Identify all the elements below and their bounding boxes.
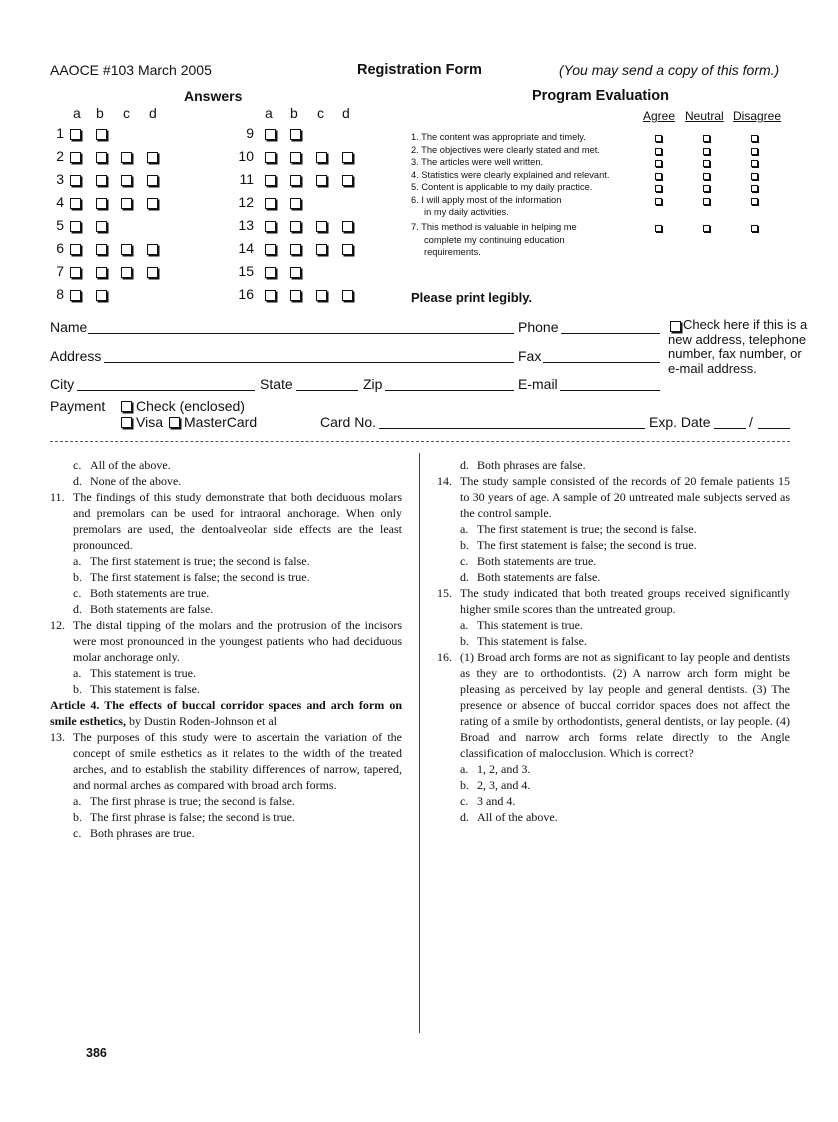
evaluation-item-text: 5. Content is applicable to my daily practice. [411,182,593,192]
option-text: 2, 3, and 4. [477,778,531,792]
answer-row-number: 1 [56,125,64,141]
answer-checkbox[interactable] [265,129,276,140]
answers-title: Answers [184,88,243,104]
answer-option [437,553,790,569]
answer-row-number: 9 [246,125,254,141]
answer-checkbox[interactable] [96,175,107,186]
payment-label: Payment [50,398,106,414]
question-number: 13. [50,730,65,744]
answer-checkbox[interactable] [265,221,276,232]
option-letter: b. [73,682,82,696]
answer-checkbox[interactable] [96,198,107,209]
option-text: Both statements are true. [477,554,597,568]
answer-letter-header: a [73,105,81,121]
program-evaluation-title: Program Evaluation [532,88,669,104]
left-column [50,457,402,841]
answer-row-number: 15 [238,263,254,279]
answer-checkbox[interactable] [96,290,107,301]
answer-checkbox[interactable] [342,221,353,232]
option-letter: d. [460,810,469,824]
evaluation-column-header: Neutral [685,109,724,123]
evaluation-checkbox[interactable] [703,225,710,232]
evaluation-checkbox[interactable] [751,185,758,192]
answer-letter-header: d [149,105,157,121]
question-number: 15. [437,586,452,600]
answer-option [50,457,402,473]
evaluation-checkbox[interactable] [751,135,758,142]
right-column [437,457,790,825]
state-field[interactable] [296,390,358,391]
answer-row-number: 13 [238,217,254,233]
option-list [437,457,790,473]
option-text: All of the above. [477,810,558,824]
answer-option [437,617,790,633]
evaluation-checkbox[interactable] [655,185,662,192]
answer-checkbox[interactable] [121,175,132,186]
evaluation-checkbox[interactable] [703,198,710,205]
check-checkbox[interactable] [121,401,132,412]
evaluation-checkbox[interactable] [655,135,662,142]
answer-checkbox[interactable] [121,152,132,163]
answer-checkbox[interactable] [147,175,158,186]
option-list [50,553,402,617]
option-list [437,761,790,825]
option-text: The first statement is true; the second is false. [90,554,310,568]
answer-option [50,809,402,825]
option-letter: a. [73,666,82,680]
answer-option [50,665,402,681]
answer-row-number: 11 [239,171,254,187]
answer-checkbox[interactable] [316,221,327,232]
evaluation-checkbox[interactable] [703,185,710,192]
answer-option [50,793,402,809]
address-label: Address [50,348,102,364]
answer-checkbox[interactable] [96,221,107,232]
phone-field[interactable] [561,333,660,334]
answer-row-number: 7 [56,263,64,279]
answer-row-number: 5 [56,217,64,233]
option-text: The first statement is false; the second is true. [90,570,310,584]
evaluation-item-text: requirements. [424,247,481,257]
card-number-field[interactable] [379,428,645,429]
option-letter: b. [460,634,469,648]
exp-year-field[interactable] [758,428,790,429]
evaluation-checkbox[interactable] [751,148,758,155]
evaluation-checkbox[interactable] [703,135,710,142]
answer-checkbox[interactable] [290,221,301,232]
name-field[interactable] [88,333,514,334]
option-text: 3 and 4. [477,794,516,808]
address-field[interactable] [104,362,514,363]
evaluation-checkbox[interactable] [655,198,662,205]
page-number: 386 [86,1046,107,1060]
state-label: State [260,376,293,392]
question-number: 12. [50,618,65,632]
evaluation-item-text: 7. This method is valuable in helping me [411,222,577,232]
option-letter: c. [73,458,82,472]
answer-option [50,569,402,585]
answer-letter-header: b [96,105,104,121]
evaluation-item-text: in my daily activities. [424,207,509,217]
exp-date-label: Exp. Date [649,414,711,430]
answer-option [437,569,790,585]
option-letter: d. [73,602,82,616]
answer-option [437,537,790,553]
option-text: Both statements are false. [477,570,601,584]
answer-checkbox[interactable] [96,244,107,255]
question-15 [437,585,790,617]
question-12 [50,617,402,665]
city-field[interactable] [77,390,255,391]
check-label: Check (enclosed) [136,398,245,414]
answer-checkbox[interactable] [290,244,301,255]
article-heading [50,697,402,729]
answer-checkbox[interactable] [342,152,353,163]
article-title: Article 4. The effects of buccal corridor spaces and arch form on smile esthetics, [50,698,402,728]
evaluation-item-text: 1. The content was appropriate and timely. [411,132,586,142]
option-text: Both statements are true. [90,586,210,600]
name-label: Name [50,319,88,335]
option-letter: c. [73,826,82,840]
option-text: Both phrases are false. [477,458,586,472]
option-text: This statement is true. [477,618,583,632]
answer-checkbox[interactable] [290,198,301,209]
option-text: 1, 2, and 3. [477,762,531,776]
visa-checkbox[interactable] [121,417,132,428]
option-letter: c. [460,794,469,808]
answer-checkbox[interactable] [265,152,276,163]
article-author: by Dustin Roden-Johnson et al [125,714,277,728]
option-letter: a. [73,554,82,568]
option-text: The first statement is true; the second is false. [477,522,697,536]
evaluation-checkbox[interactable] [751,160,758,167]
question-text: The study indicated that both treated groups received significantly higher smile scores than the untreated group. [460,586,790,616]
answer-checkbox[interactable] [316,290,327,301]
option-text: None of the above. [90,474,182,488]
question-14 [437,473,790,521]
option-letter: b. [73,570,82,584]
option-text: This statement is true. [90,666,196,680]
answer-option [437,777,790,793]
answer-checkbox[interactable] [290,175,301,186]
answer-checkbox[interactable] [96,152,107,163]
fax-label: Fax [518,348,542,364]
question-11 [50,489,402,553]
answer-checkbox[interactable] [147,152,158,163]
answer-checkbox[interactable] [316,152,327,163]
option-letter: a. [460,762,469,776]
evaluation-checkbox[interactable] [751,198,758,205]
option-letter: a. [73,794,82,808]
copy-note: (You may send a copy of this form.) [559,62,780,78]
question-number: 11. [50,490,65,504]
question-text: The findings of this study demonstrate that both deciduous molars and premolars can be used for intraoral anchorage. When only premolars are used, the dentoalveolar side effects are the least pronounced. [73,490,402,552]
answer-checkbox[interactable] [70,152,81,163]
answer-row-number: 3 [56,171,64,187]
column-divider [419,453,420,1033]
evaluation-checkbox[interactable] [655,148,662,155]
option-letter: d. [460,570,469,584]
evaluation-checkbox[interactable] [655,173,662,180]
answer-option [50,825,402,841]
answer-letter-header: c [123,105,130,121]
answer-checkbox[interactable] [290,152,301,163]
evaluation-checkbox[interactable] [751,225,758,232]
answer-row-number: 16 [238,286,254,302]
answer-letter-header: b [290,105,298,121]
option-list [50,457,402,489]
evaluation-checkbox[interactable] [655,225,662,232]
question-text: (1) Broad arch forms are not as significant to lay people and dentists as they are to orthodontists. (2) A narrow arch form might be pleasing as perceived by lay people and general dentists. (3) The presence or absence of buccal corridor spaces does not affect the rating of a smile by orthodontists, general dentists, or lay people. (4) Broad and narrow arch forms relate directly to the Angle classification of malocclusion. Which is correct? [460,650,790,760]
option-text: This statement is false. [90,682,200,696]
evaluation-column-header: Agree [643,109,676,123]
option-letter: b. [460,778,469,792]
answer-checkbox[interactable] [121,267,132,278]
answer-checkbox[interactable] [147,244,158,255]
exp-month-field[interactable] [714,428,746,429]
form-title: Registration Form [357,62,482,78]
answer-checkbox[interactable] [70,267,81,278]
evaluation-checkbox[interactable] [703,173,710,180]
question-number: 16. [437,650,452,664]
answer-checkbox[interactable] [70,198,81,209]
question-text: The distal tipping of the molars and the protrusion of the incisors were most pronounced in the youngest patients who had deciduous molar anchorage only. [73,618,402,664]
option-text: The first phrase is false; the second is true. [90,810,295,824]
answer-option [437,761,790,777]
option-text: The first statement is false; the second is true. [477,538,697,552]
answer-checkbox[interactable] [316,175,327,186]
answer-checkbox[interactable] [70,129,81,140]
option-letter: a. [460,522,469,536]
answer-checkbox[interactable] [265,198,276,209]
option-list [437,521,790,585]
zip-field[interactable] [385,390,514,391]
option-text: All of the above. [90,458,171,472]
answer-option [50,601,402,617]
option-letter: b. [73,810,82,824]
zip-label: Zip [363,376,383,392]
answer-checkbox[interactable] [70,221,81,232]
answer-option [50,473,402,489]
answer-row-number: 8 [56,286,64,302]
answer-checkbox[interactable] [342,290,353,301]
answer-option [50,585,402,601]
option-letter: a. [460,618,469,632]
question-16 [437,649,790,761]
question-text: The study sample consisted of the records of 20 female patients 15 to 30 years of age. A sample of 20 untreated male subjects served as the control sample. [460,474,790,520]
answer-row-number: 4 [56,194,64,210]
exp-slash: / [749,414,753,430]
answer-checkbox[interactable] [265,290,276,301]
answer-checkbox[interactable] [70,290,81,301]
evaluation-item-text: 6. I will apply most of the information [411,194,562,205]
answer-checkbox[interactable] [265,175,276,186]
answer-checkbox[interactable] [265,244,276,255]
new-address-note: Check here if this is a new address, telephone number, fax number, or e-mail address. [668,317,808,376]
answer-checkbox[interactable] [70,175,81,186]
option-list [50,793,402,841]
option-text: This statement is false. [477,634,587,648]
answer-row-number: 2 [56,148,64,164]
answer-option [437,633,790,649]
option-list [437,617,790,649]
evaluation-item-text: complete my continuing education [424,234,565,245]
mastercard-label: MasterCard [184,414,258,430]
answer-option [437,521,790,537]
answer-checkbox[interactable] [316,244,327,255]
answer-row-number: 14 [238,240,254,256]
option-text: Both statements are false. [90,602,214,616]
email-field[interactable] [560,390,660,391]
answer-option [437,457,790,473]
answer-letter-header: d [342,105,350,121]
answer-checkbox[interactable] [290,290,301,301]
answer-checkbox[interactable] [147,267,158,278]
question-number: 14. [437,474,452,488]
visa-label: Visa [136,414,163,430]
answer-option [50,681,402,697]
option-letter: d. [460,458,469,472]
answer-letter-header: c [317,105,324,121]
email-label: E-mail [518,376,558,392]
option-letter: c. [460,554,469,568]
evaluation-item-text: 4. Statistics were clearly explained and relevant. [411,169,610,180]
answer-checkbox[interactable] [290,267,301,278]
answer-checkbox[interactable] [147,198,158,209]
evaluation-checkbox[interactable] [703,160,710,167]
answer-row-number: 10 [238,148,254,164]
option-letter: c. [73,586,82,600]
evaluation-column-header: Disagree [733,109,782,123]
answer-checkbox[interactable] [265,267,276,278]
answer-row-number: 12 [238,194,254,210]
answer-option [437,809,790,825]
option-text: Both phrases are true. [90,826,195,840]
phone-label: Phone [518,319,559,335]
answer-letter-header: a [265,105,273,121]
answer-option [437,793,790,809]
print-legibly-note: Please print legibly. [411,290,533,305]
evaluation-item-text: 3. The articles were well written. [411,157,544,167]
option-letter: d. [73,474,82,488]
form-code: AAOCE #103 March 2005 [50,62,212,78]
question-text: The purposes of this study were to ascertain the variation of the concept of smile esthetics as it relates to the width of the treated arches, and to establish the stability differences of narrow, tapered, and normal arches as compared with broad arch forms. [73,730,402,792]
option-letter: b. [460,538,469,552]
answer-checkbox[interactable] [342,244,353,255]
option-list [50,665,402,697]
fax-field[interactable] [543,362,660,363]
evaluation-item-text: 2. The objectives were clearly stated and met. [411,144,600,155]
evaluation-checkbox[interactable] [703,148,710,155]
answer-option [50,553,402,569]
answer-checkbox[interactable] [342,175,353,186]
evaluation-checkbox[interactable] [751,173,758,180]
answer-checkbox[interactable] [96,267,107,278]
cut-line [50,441,790,442]
option-text: The first phrase is true; the second is false. [90,794,295,808]
evaluation-checkbox[interactable] [655,160,662,167]
answer-checkbox[interactable] [96,129,107,140]
answer-checkbox[interactable] [121,244,132,255]
answer-checkbox[interactable] [290,129,301,140]
answer-checkbox[interactable] [70,244,81,255]
mastercard-checkbox[interactable] [169,417,180,428]
answer-row-number: 6 [56,240,64,256]
city-label: City [50,376,75,392]
answer-checkbox[interactable] [121,198,132,209]
card-number-label: Card No. [320,414,377,430]
question-13 [50,729,402,793]
